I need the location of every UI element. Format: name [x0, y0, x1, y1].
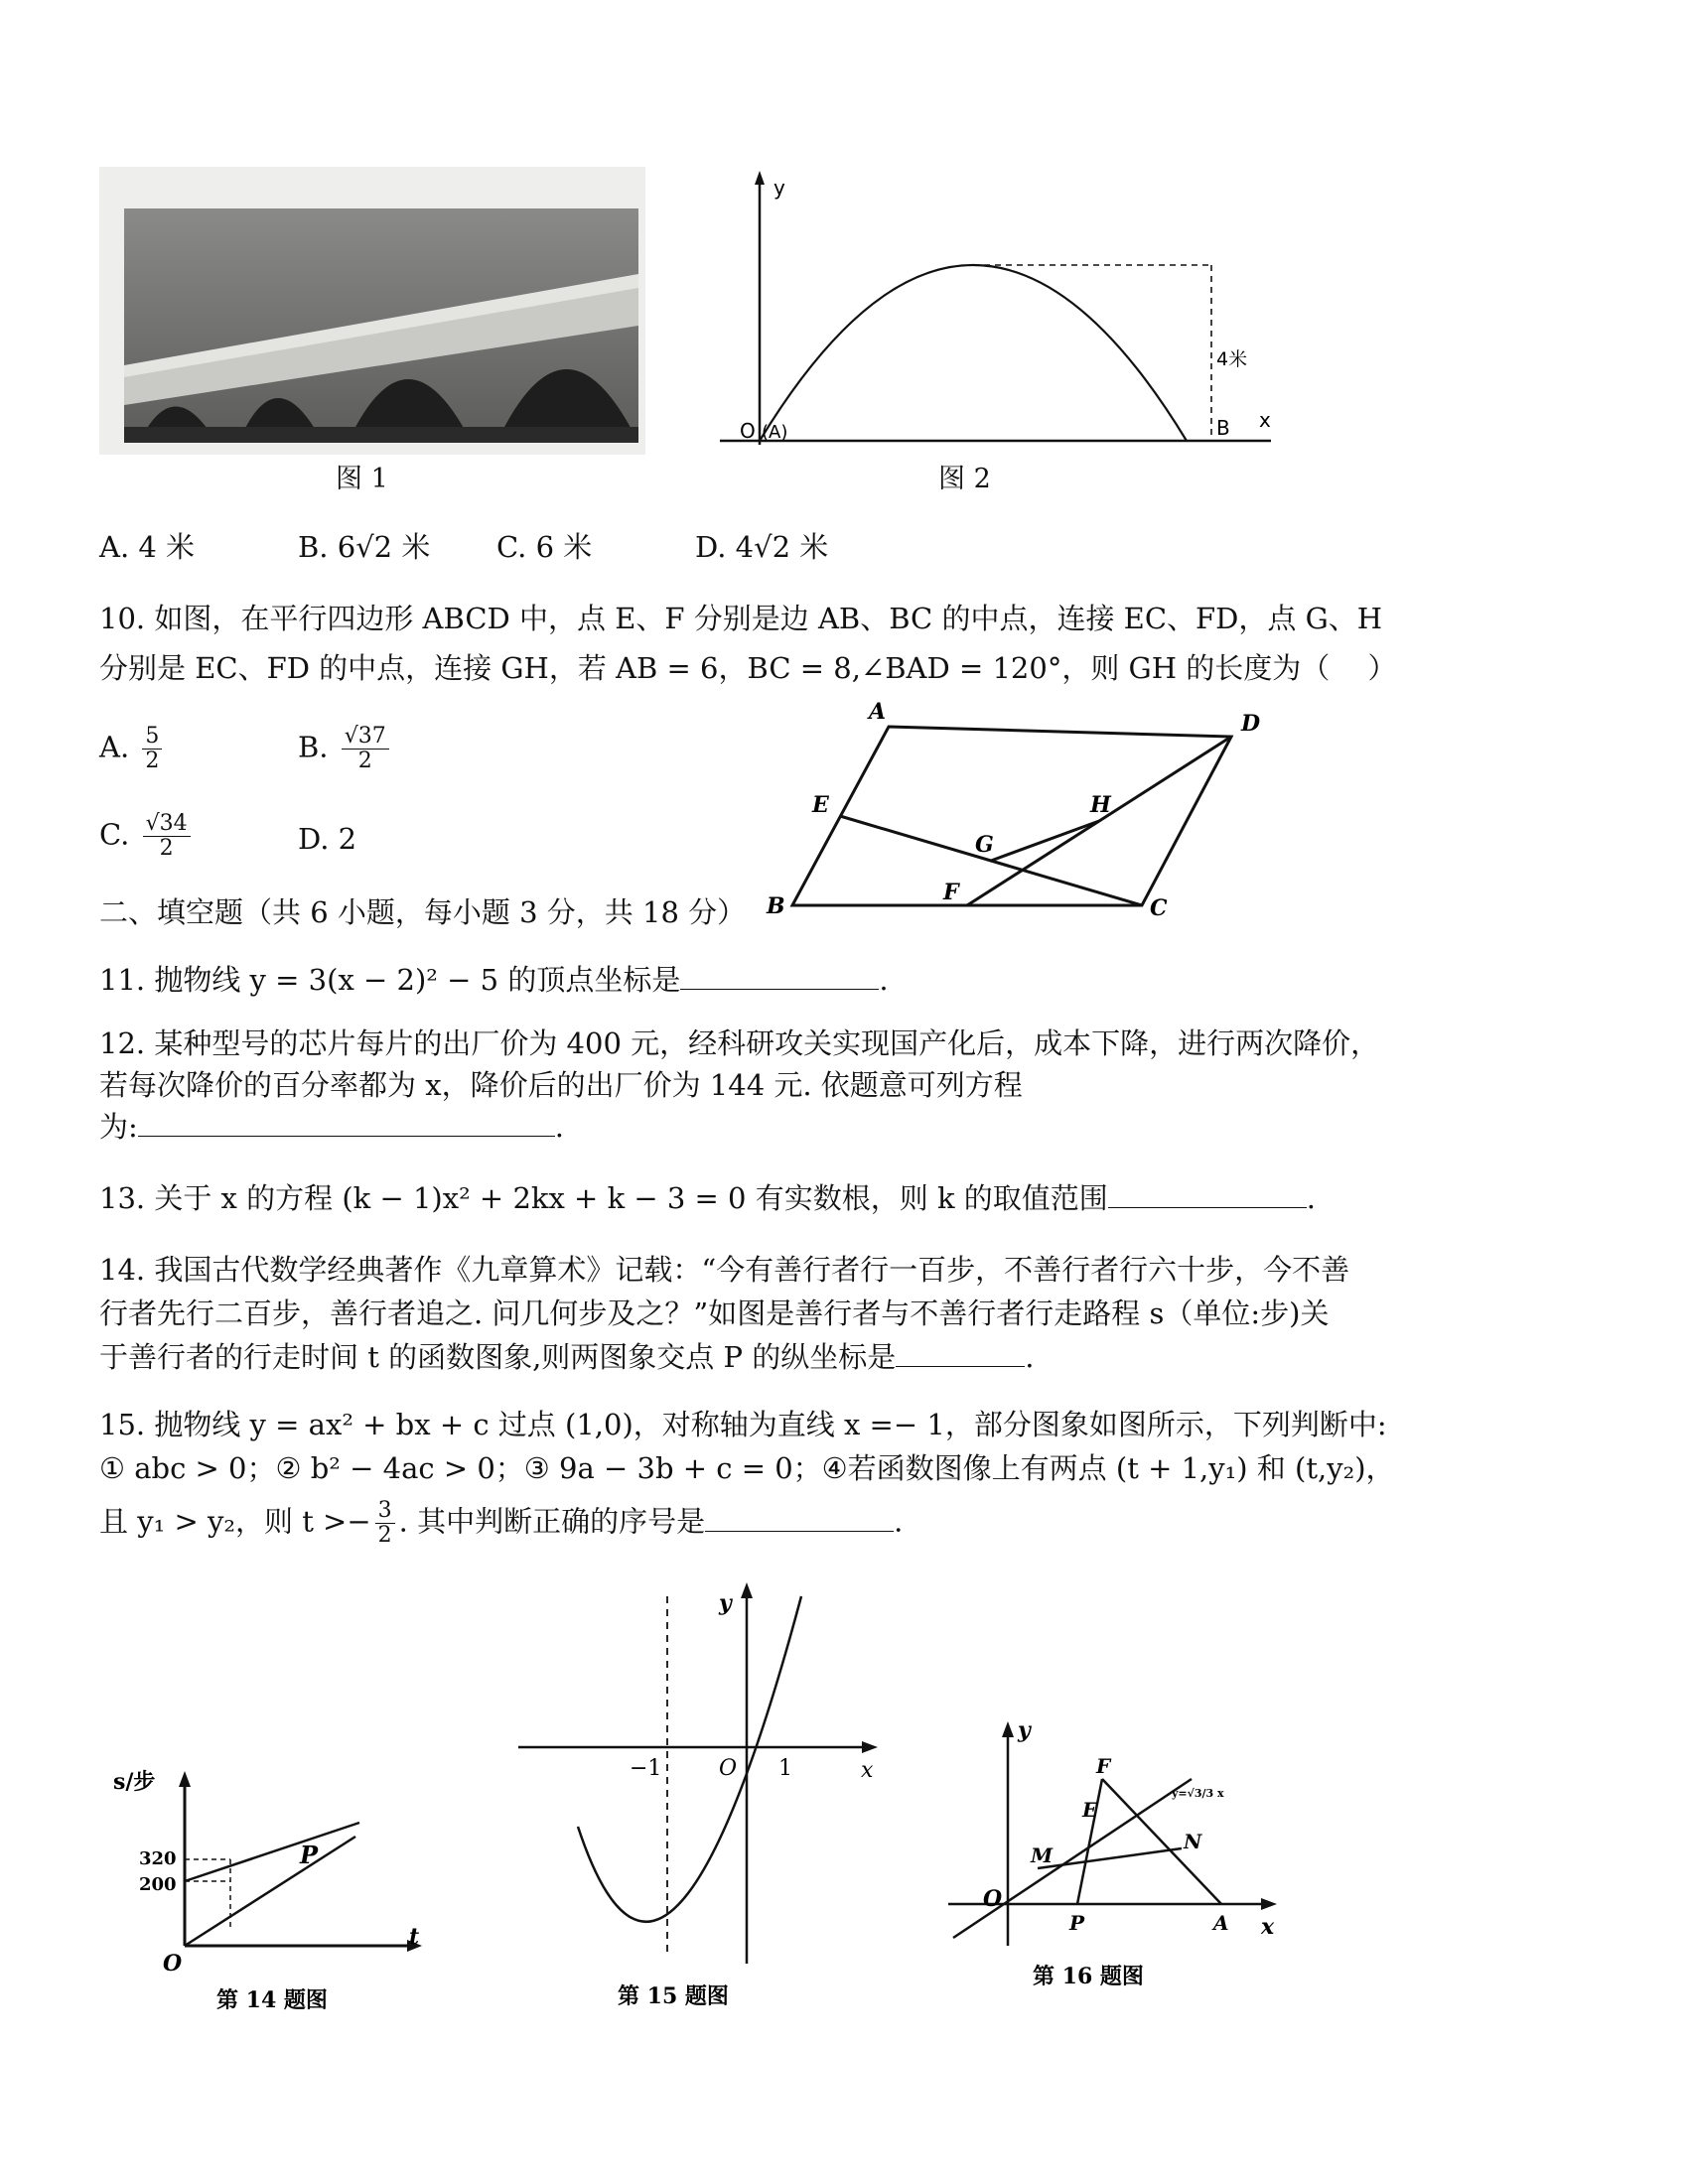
- q15-line3-pre: 且 y₁ > y₂，则 t >−: [99, 1504, 371, 1539]
- q12-line3-text: 为:: [99, 1110, 138, 1144]
- q12-line2: 若每次降价的百分率都为 x，降价后的出厂价为 144 元. 依题意可列方程: [99, 1068, 1023, 1102]
- q13: 13. 关于 x 的方程 (k − 1)x² + 2kx + k − 3 = 0 有实数根，则 k 的取值范围 .: [99, 1181, 1316, 1215]
- origin-label: O: [740, 419, 756, 443]
- q15-line3: 且 y₁ > y₂，则 t >− $\frac{3}{2}$ . 其中判断正确的序号是 .: [99, 1498, 904, 1548]
- q13-answer-blank[interactable]: [1108, 1181, 1307, 1208]
- vertex-d: D: [1241, 711, 1261, 737]
- q10-option-b: [298, 725, 393, 773]
- fig14-point-p: P: [300, 1841, 319, 1869]
- fig14-xlabel: t: [409, 1924, 420, 1950]
- q10-option-d: D. 2: [298, 822, 357, 856]
- fig16-y-label: y: [1018, 1717, 1031, 1743]
- q11-answer-blank[interactable]: [680, 963, 879, 990]
- q15-fraction: $\frac{3}{2}$: [375, 1499, 395, 1548]
- fig16-caption: 第 16 题图: [1033, 1964, 1144, 1989]
- q12-line3: 为: .: [99, 1110, 564, 1144]
- vertex-b: B: [767, 893, 785, 918]
- fig15-minus-one: −1: [630, 1756, 662, 1781]
- figure16-svg: [933, 1707, 1291, 2005]
- fig14-tick-200: 200: [139, 1874, 177, 1895]
- fig16-point-p: P: [1069, 1911, 1085, 1935]
- point-h: H: [1090, 792, 1111, 818]
- q10-line1: 10. 如图，在平行四边形 ABCD 中，点 E、F 分别是边 AB、BC 的中点，连接 EC、FD，点 G、H: [99, 602, 1383, 635]
- fig14-caption: 第 14 题图: [216, 1987, 328, 2013]
- figure1-caption: 图 1: [336, 464, 388, 494]
- height-label: 4米: [1216, 348, 1248, 370]
- fig16-point-f: F: [1096, 1754, 1111, 1778]
- point-a-label: (A): [762, 422, 788, 443]
- fig16-line-label: y=√3/3 x: [1172, 1787, 1224, 1800]
- bridge-photo: [99, 167, 645, 455]
- fig16-point-a: A: [1213, 1911, 1229, 1935]
- q10-option-a: [99, 725, 166, 773]
- fig14-origin: O: [163, 1951, 183, 1977]
- q10-option-c: [99, 812, 195, 861]
- q9-option-b: B. 6√2 米: [298, 530, 431, 564]
- q14-line1: 14. 我国古代数学经典著作《九章算术》记载：“今有善行者行一百步，不善行者行六十步，今不善: [99, 1253, 1350, 1287]
- bridge-photo-figure: [99, 167, 645, 455]
- fig15-caption: 第 15 题图: [618, 1983, 729, 2009]
- point-e: E: [812, 792, 829, 818]
- fig16-point-e: E: [1082, 1798, 1098, 1822]
- q12-line1: 12. 某种型号的芯片每片的出厂价为 400 元，经科研攻关实现国产化后，成本下降，进行两次降价，: [99, 1026, 1380, 1060]
- section-fill-in-heading: 二、填空题（共 6 小题，每小题 3 分，共 18 分）: [99, 895, 747, 929]
- q13-text: 13. 关于 x 的方程 (k − 1)x² + 2kx + k − 3 = 0 有实数根，则 k 的取值范围: [99, 1181, 1108, 1215]
- axis-x-label: x: [1259, 408, 1271, 432]
- axis-y-label: y: [774, 176, 785, 200]
- q14-line3-text: 于善行者的行走时间 t 的函数图象,则两图象交点 P 的纵坐标是: [99, 1340, 897, 1374]
- q15-answer-blank[interactable]: [705, 1505, 894, 1532]
- q15-line1: 15. 抛物线 y = ax² + bx + c 过点 (1,0)，对称轴为直线 x =− 1，部分图象如图所示，下列判断中:: [99, 1408, 1387, 1441]
- point-f: F: [943, 880, 959, 905]
- fig15-y-label: y: [719, 1590, 732, 1616]
- vertex-c: C: [1150, 895, 1168, 918]
- fig16-point-m: M: [1031, 1843, 1054, 1867]
- fig14-tick-320: 320: [139, 1848, 177, 1869]
- figure15: [508, 1576, 886, 2013]
- q10-option-a-label: A.: [99, 730, 130, 764]
- fig16-origin: O: [983, 1886, 1003, 1912]
- parallelogram-figure: [755, 695, 1271, 918]
- figure16: [933, 1707, 1291, 2005]
- arch-parabola-svg: [720, 167, 1286, 455]
- fig16-x-label: x: [1261, 1914, 1275, 1940]
- fig15-x-label: x: [861, 1758, 874, 1783]
- q10-option-c-fraction: $\frac{√34}{2}$: [143, 812, 191, 861]
- q14-answer-blank[interactable]: [896, 1340, 1025, 1367]
- figure14: [99, 1747, 427, 2015]
- q14-line3: 于善行者的行走时间 t 的函数图象,则两图象交点 P 的纵坐标是 .: [99, 1340, 1035, 1374]
- q10-option-b-label: B.: [298, 730, 329, 764]
- figure14-svg: [99, 1747, 427, 2015]
- q9-option-d: D. 4√2 米: [695, 530, 829, 564]
- q14-line2: 行者先行二百步，善行者追之. 问几何步及之？”如图是善行者与不善行者行走路程 s（单位:步)关: [99, 1297, 1330, 1330]
- q9-option-a: A. 4 米: [99, 530, 196, 564]
- fig15-origin: O: [719, 1756, 738, 1781]
- figure15-svg: [508, 1576, 886, 2013]
- figure2-caption: 图 2: [938, 464, 991, 494]
- fig14-ylabel: s/步: [113, 1769, 156, 1795]
- arch-parabola-figure: [720, 167, 1286, 455]
- q11-text: 11. 抛物线 y = 3(x − 2)² − 5 的顶点坐标是: [99, 963, 681, 997]
- q10-option-c-label: C.: [99, 817, 130, 852]
- q10-option-a-fraction: $\frac{5}{2}$: [142, 725, 162, 773]
- q15-line3-post: . 其中判断正确的序号是: [398, 1504, 706, 1539]
- vertex-a: A: [869, 699, 887, 725]
- point-b-label: B: [1216, 416, 1230, 440]
- q9-option-c: C. 6 米: [496, 530, 593, 564]
- fig16-point-n: N: [1184, 1830, 1202, 1853]
- fig15-one: 1: [778, 1756, 792, 1781]
- point-g: G: [975, 832, 994, 858]
- q12-answer-blank[interactable]: [138, 1110, 555, 1137]
- parallelogram-svg: [755, 695, 1271, 918]
- q15-line2: ① abc > 0；② b² − 4ac > 0；③ 9a − 3b + c = 0；④若函数图像上有两点 (t + 1,y₁) 和 (t,y₂)，: [99, 1451, 1395, 1485]
- q11: 11. 抛物线 y = 3(x − 2)² − 5 的顶点坐标是 .: [99, 963, 889, 997]
- q10-line2: 分别是 EC、FD 的中点，连接 GH，若 AB = 6，BC = 8,∠BAD = 120°，则 GH 的长度为（ ）: [99, 651, 1397, 685]
- q10-option-b-fraction: $\frac{√37}{2}$: [342, 725, 389, 773]
